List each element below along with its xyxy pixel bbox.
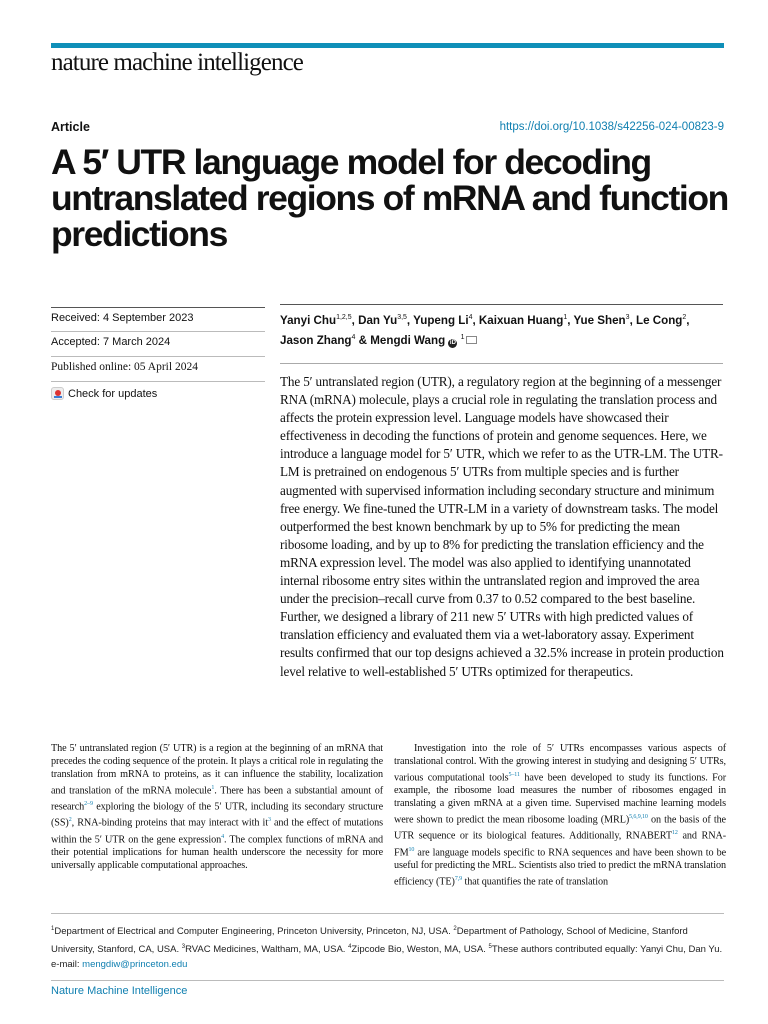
reference-marker: 5–11 [508,771,520,778]
abstract-rule [280,363,723,364]
author-name: Mengdi Wang [370,333,446,347]
reference-marker: 12 [672,830,678,837]
reference-marker: 10 [408,846,415,853]
accepted-date: Accepted: 7 March 2024 [51,336,171,348]
reference-marker: 7,9 [454,875,463,882]
crossmark-icon [51,387,64,400]
article-type-label: Article [51,120,90,134]
affiliations-rule [51,913,724,914]
reference-marker: 4 [348,943,352,950]
email-icon[interactable] [466,336,477,344]
orcid-icon[interactable]: iD [449,339,456,346]
email-link[interactable]: mengdiw@princeton.edu [82,959,188,971]
author-affiliation-mark: 4 [351,333,356,341]
author-affiliation-mark: 1,2,5 [336,314,352,321]
body-column-left: The 5′ untranslated region (5′ UTR) is a region at the beginning of an mRNA that precedes the coding sequence of the protein. It plays a critical role in regulating the translation from mRNA to proteins, as it can influence the stability, localization and translation of the mRNA molecule$^1$. There has been a substantial amount of research$^{2-9}$ exploring the biology of the 5′ UTR, including its secondary structure (SS)$^2$, RNA-binding proteins that may interact with $it^3$ and the effect of mutations within the 5′ UTR on the gene expression$^4$. The complex functions of mRNA and their potential implications for human health underscore the necessity for more universally applicable computational approaches. [51,743,383,871]
reference-marker: 1 [211,784,215,791]
author-affiliation-mark: 2 [682,314,687,321]
author-list: Yanyi Chu$^{1,2,5}$, Dan Yu$^{3,5}$, Yupeng Li$^4$, Kaixuan Huang$^1$, Yue Shen$^3$, Le Cong$^2$, Jason Zhang$^4$ & Mengdi Wang iD $^1$ [280,313,690,347]
article-title: A 5′ UTR language model for decoding untranslated regions of mRNA and function predictions [51,142,728,254]
author-name: Yanyi Chu [280,313,337,327]
body-column-right: Investigation into the role of 5′ UTRs encompasses various aspects of translational control. With the growing interest in studying and designing 5′ UTRs, various computational tools$^{5-11}$ have been developed to study its functions. For example, the ribosome load measures the number of ribosomes engaged in translating a given mRNA at a given time. Supervised machine learning models were shown to predict the mean ribosome loading (MRL)$^{5,6,9,10}$ on the basis of the UTR sequence or its biological features. Additionally, RNABERT$^{12}$ and RNA-FM$^{10}$ are language models specific to RNA sequences and have been shown to be useful for predicting the MRL. Scientists also tried to predict the mRNA translation efficiency (TE)$^{7,9}$ that quantifies the rate of translation [394,743,726,888]
reference-marker: 3 [181,943,186,950]
author-name: Kaixuan Huang [478,313,564,327]
reference-marker: 2 [68,817,72,824]
reference-marker: 3 [267,817,271,824]
authors-rule [280,304,723,305]
author-name: Yupeng Li [413,313,469,327]
footer-journal-name: Nature Machine Intelligence [51,985,188,997]
published-date: Published online: 05 April 2024 [51,361,198,373]
meta-divider [51,381,265,382]
doi-link[interactable]: https://doi.org/10.1038/s42256-024-00823-9 [499,121,724,133]
author-name: Jason Zhang [280,333,352,347]
author-affiliation-mark: 3,5 [397,314,407,321]
footer-rule [51,980,724,981]
journal-header-bar [51,43,724,48]
reference-marker: 1 [51,926,55,932]
reference-marker: 2–9 [84,801,93,808]
abstract: The 5′ untranslated region (UTR), a regulatory region at the beginning of a messenger RNA (mRNA) molecule, plays a crucial role in regulating the translation process and affects the protein expression level. Language models have showcased their effectiveness in decoding the functions of protein and genome sequences. Here, we introduce a language model for 5′ UTR, which we refer to as the UTR-LM. The UTR-LM is pretrained on endogenous 5′ UTRs from multiple species and is further augmented with supervised information including secondary structure and minimum free energy. We fine-tuned the UTR-LM in a variety of downstream tasks. The model outperformed the best known benchmark by up to 5% for predicting the mean ribosome loading, and by up to 8% for predicting the translation efficiency and the mRNA expression level. The model was also applied to identifying unannotated internal ribosome entry sites within the untranslated region and improved the area under the precision–recall curve from 0.37 to 0.52 compared to the best baseline. Further, we designed a library of 211 new 5′ UTRs with high predicted values of translation efficiency and evaluated them via a wet-laboratory assay. Experiment results confirmed that our top designs achieved a 32.5% increase in protein production level relative to well-established 5′ UTRs optimized for therapeutics. [280,374,724,679]
check-updates-button[interactable] [51,387,157,400]
author-affiliation-mark: 1 [563,314,568,321]
reference-marker: 5 [488,943,492,950]
author-name: Le Cong [636,313,683,327]
meta-divider [51,356,265,357]
author-affiliation-mark: 4 [468,314,473,321]
reference-marker: 4 [221,833,224,840]
received-date: Received: 4 September 2023 [51,312,194,324]
author-name: Yue Shen [573,313,626,327]
author-affiliation-mark: 1 [460,333,465,341]
reference-marker: 2 [453,926,457,932]
author-name: Dan Yu [358,313,398,327]
meta-top-rule [51,307,265,308]
reference-marker: 5,6,9,10 [629,813,648,820]
check-updates-label: Check for updates [68,387,158,400]
meta-divider [51,331,265,332]
journal-name: nature machine intelligence [51,49,303,76]
affiliations: $^1$Department of Electrical and Computer Engineering, Princeton University, Princeton, NJ, USA. $^2$Department of Pathology, School of Medicine, Stanford University, Stanford, CA, USA. $^3$RVAC Medicines, Waltham, MA, USA. $^4$Zipcode Bio, Weston, MA, USA. $^5$These authors contributed equally: Yanyi Chu, Dan Yu. e-mail: mengdiw@princeton.edu [51,926,723,971]
author-affiliation-mark: 3 [625,314,630,321]
